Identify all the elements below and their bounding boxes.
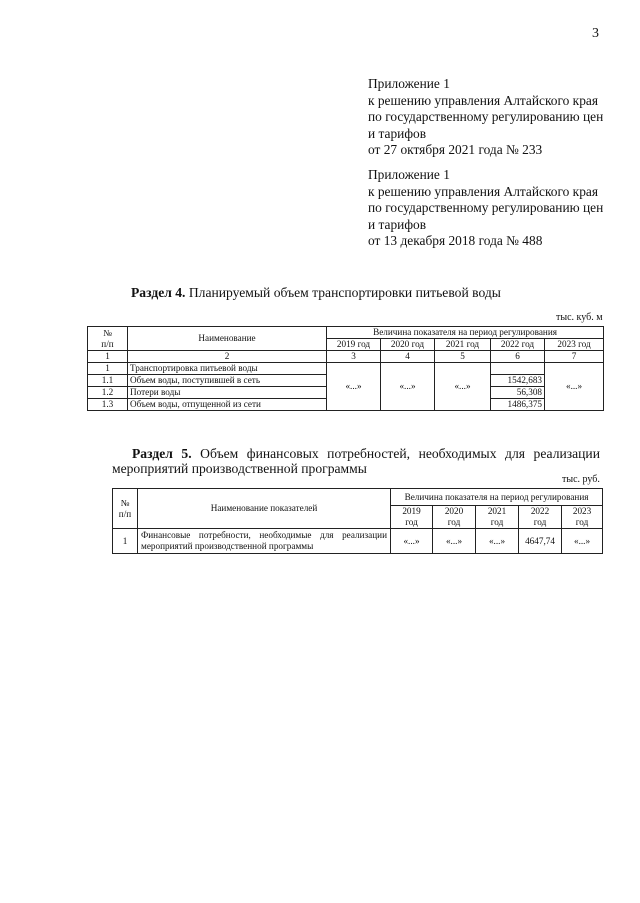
cell-2022: 56,308 bbox=[491, 387, 545, 399]
year-header: 2023 год bbox=[545, 339, 604, 351]
row-name: Транспортировка питьевой воды bbox=[128, 363, 327, 375]
appendix-line: от 13 декабря 2018 года № 488 bbox=[368, 233, 543, 249]
year-suffix: год bbox=[490, 517, 504, 527]
col-name-header: Наименование показателей bbox=[138, 489, 391, 529]
row-num: 1.2 bbox=[88, 387, 128, 399]
appendix-line: Приложение 1 bbox=[368, 167, 450, 182]
cell-2019: «...» bbox=[391, 529, 433, 554]
appendix-line: к решению управления Алтайского края bbox=[368, 183, 598, 199]
year-suffix: год bbox=[447, 517, 461, 527]
year-value: 2023 bbox=[572, 506, 592, 516]
row-num: 1.1 bbox=[88, 375, 128, 387]
cell-2021: «...» bbox=[435, 363, 491, 411]
section5-heading bbox=[112, 446, 600, 476]
cell-2019: «...» bbox=[327, 363, 381, 411]
row-name: Объем воды, отпущенной из сети bbox=[128, 399, 327, 411]
section4-heading bbox=[131, 285, 501, 301]
cell-2023: «...» bbox=[545, 363, 604, 411]
col-num-header bbox=[88, 327, 128, 351]
section5-table bbox=[112, 488, 603, 554]
year-header: 2022 год bbox=[491, 339, 545, 351]
year-header: 2019 год bbox=[327, 339, 381, 351]
year-header: 2021 год bbox=[435, 339, 491, 351]
cell-2020: «...» bbox=[381, 363, 435, 411]
appendix-line: по государственному регулированию цен bbox=[368, 109, 604, 125]
section5-title-line1 bbox=[112, 446, 600, 461]
appendix-line: от 27 октября 2021 года № 233 bbox=[368, 142, 543, 158]
cell-2021: «...» bbox=[476, 529, 519, 554]
col-name-header: Наименование bbox=[128, 327, 327, 351]
row-num: 1 bbox=[113, 529, 138, 554]
row-num: 1.3 bbox=[88, 399, 128, 411]
appendix-line: к решению управления Алтайского края bbox=[368, 92, 598, 108]
year-header bbox=[476, 506, 519, 529]
section5-title-text: Объем финансовых потребностей, необходимых для реализации bbox=[200, 446, 600, 461]
col-num-line2: п/п bbox=[118, 508, 132, 519]
col-num-line2: п/п bbox=[101, 338, 114, 349]
year-value: 2022 bbox=[530, 506, 550, 516]
row-name: Финансовые потребности, необходимые для реализации мероприятий производственной программы bbox=[138, 529, 391, 554]
col-index: 6 bbox=[491, 351, 545, 363]
col-index: 2 bbox=[128, 351, 327, 363]
row-name: Объем воды, поступившей в сеть bbox=[128, 375, 327, 387]
cell-2020: «...» bbox=[433, 529, 476, 554]
col-index: 7 bbox=[545, 351, 604, 363]
year-suffix: год bbox=[575, 517, 589, 527]
year-value: 2019 bbox=[402, 506, 421, 516]
appendix-line: и тарифов bbox=[368, 125, 427, 141]
year-header bbox=[519, 506, 562, 529]
col-index: 3 bbox=[327, 351, 381, 363]
year-value: 2021 bbox=[487, 506, 507, 516]
year-suffix: год bbox=[405, 517, 418, 527]
table-row bbox=[88, 363, 604, 375]
table-row bbox=[113, 529, 603, 554]
row-name: Потери воды bbox=[128, 387, 327, 399]
appendix-line: по государственному регулированию цен bbox=[368, 200, 604, 216]
section4-label: Раздел 4. bbox=[131, 285, 186, 300]
year-header bbox=[433, 506, 476, 529]
col-index: 5 bbox=[435, 351, 491, 363]
section5-label: Раздел 5. bbox=[132, 446, 192, 461]
year-value: 2020 bbox=[444, 506, 464, 516]
cell-2022: 1486,375 bbox=[491, 399, 545, 411]
cell-2023: «...» bbox=[562, 529, 603, 554]
year-header bbox=[562, 506, 603, 529]
col-index: 1 bbox=[88, 351, 128, 363]
section4-unit: тыс. куб. м bbox=[556, 312, 603, 323]
cell-2022: 1542,683 bbox=[491, 375, 545, 387]
col-period-header: Величина показателя на период регулирования bbox=[327, 327, 604, 339]
section4-title: Планируемый объем транспортировки питьевой воды bbox=[188, 285, 501, 300]
col-index: 4 bbox=[381, 351, 435, 363]
section5-title-line2: мероприятий производственной программы bbox=[112, 461, 367, 476]
cell-2022: 4647,74 bbox=[519, 529, 562, 554]
col-num-header bbox=[113, 489, 138, 529]
appendix-current bbox=[368, 76, 603, 159]
year-header: 2020 год bbox=[381, 339, 435, 351]
appendix-line: и тарифов bbox=[368, 216, 427, 232]
cell-2022 bbox=[491, 363, 545, 375]
row-num: 1 bbox=[88, 363, 128, 375]
year-suffix: год bbox=[533, 517, 547, 527]
section5-unit: тыс. руб. bbox=[562, 474, 600, 485]
appendix-original bbox=[368, 167, 603, 250]
year-header bbox=[391, 506, 433, 529]
section4-table bbox=[87, 326, 604, 411]
col-num-line1: № bbox=[120, 497, 130, 508]
col-period-header: Величина показателя на период регулирования bbox=[391, 489, 603, 506]
col-num-line1: № bbox=[103, 327, 112, 338]
appendix-line: Приложение 1 bbox=[368, 76, 450, 91]
page-number: 3 bbox=[592, 26, 599, 41]
